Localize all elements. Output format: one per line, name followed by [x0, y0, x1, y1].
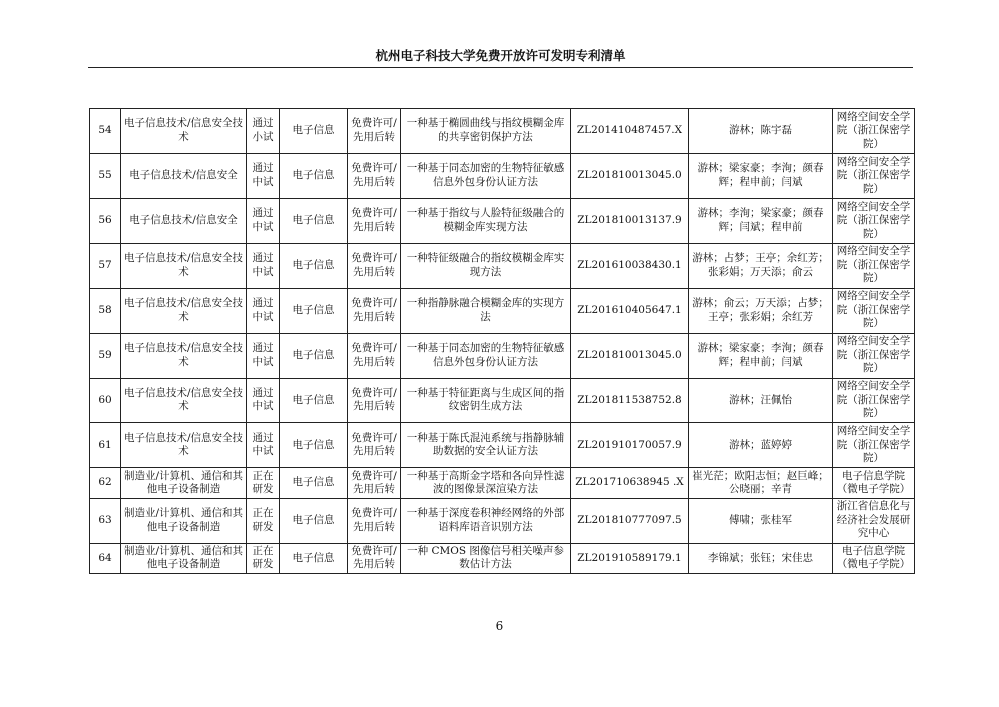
license-type-cell: 免费许可/先用后转: [348, 378, 401, 423]
maturity-stage-cell: 通过中试: [247, 243, 280, 288]
license-type-cell: 免费许可/先用后转: [348, 109, 401, 154]
row-number-cell: 61: [90, 423, 121, 468]
license-type-cell: 免费许可/先用后转: [348, 333, 401, 378]
patent-table: [89, 108, 915, 574]
patent-number-cell: ZL201810013045.0: [571, 153, 689, 198]
technical-field-cell: 电子信息技术/信息安全: [121, 198, 247, 243]
patent-number-cell: ZL201810013045.0: [571, 333, 689, 378]
industry-cell: 电子信息: [280, 198, 348, 243]
college-unit-cell: 网络空间安全学院（浙江保密学院）: [833, 109, 915, 154]
technical-field-cell: 制造业/计算机、通信和其他电子设备制造: [121, 543, 247, 573]
patent-title-cell: 一种基于椭圆曲线与指纹模糊金库的共享密钥保护方法: [401, 109, 571, 154]
table-row: [90, 378, 915, 423]
college-unit-cell: 网络空间安全学院（浙江保密学院）: [833, 198, 915, 243]
technical-field-cell: 电子信息技术/信息安全技术: [121, 423, 247, 468]
patent-title-cell: 一种基于特征距离与生成区间的指纹密钥生成方法: [401, 378, 571, 423]
inventors-cell: 游林；梁家豪；李洵；颜春辉；程申前；闫斌: [689, 333, 833, 378]
college-unit-cell: 网络空间安全学院（浙江保密学院）: [833, 288, 915, 333]
industry-cell: 电子信息: [280, 423, 348, 468]
industry-cell: 电子信息: [280, 543, 348, 573]
table-row: [90, 288, 915, 333]
patent-title-cell: 一种基于指纹与人脸特征级融合的模糊金库实现方法: [401, 198, 571, 243]
license-type-cell: 免费许可/先用后转: [348, 153, 401, 198]
college-unit-cell: 网络空间安全学院（浙江保密学院）: [833, 153, 915, 198]
college-unit-cell: 电子信息学院（微电子学院）: [833, 468, 915, 498]
inventors-cell: 李锦斌；张钰；宋佳忠: [689, 543, 833, 573]
college-unit-cell: 浙江省信息化与经济社会发展研究中心: [833, 498, 915, 543]
maturity-stage-cell: 通过中试: [247, 288, 280, 333]
patent-title-cell: 一种基于同态加密的生物特征敏感信息外包身份认证方法: [401, 153, 571, 198]
technical-field-cell: 电子信息技术/信息安全技术: [121, 333, 247, 378]
inventors-cell: 游林；占梦；王亭；余红芳；张彩娟；万天添；俞云: [689, 243, 833, 288]
industry-cell: 电子信息: [280, 288, 348, 333]
college-unit-cell: 电子信息学院（微电子学院）: [833, 543, 915, 573]
technical-field-cell: 制造业/计算机、通信和其他电子设备制造: [121, 498, 247, 543]
patent-title-cell: 一种基于深度卷积神经网络的外部语料库语音识别方法: [401, 498, 571, 543]
maturity-stage-cell: 通过中试: [247, 153, 280, 198]
patent-number-cell: ZL201410487457.X: [571, 109, 689, 154]
patent-table-body: [90, 109, 915, 574]
page-title: 杭州电子科技大学免费开放许可发明专利清单: [88, 47, 913, 68]
patent-number-cell: ZL201910589179.1: [571, 543, 689, 573]
industry-cell: 电子信息: [280, 243, 348, 288]
table-row: [90, 333, 915, 378]
inventors-cell: 游林；李洵；梁家豪；颜春辉；闫斌；程申前: [689, 198, 833, 243]
patent-title-cell: 一种特征级融合的指纹模糊金库实现方法: [401, 243, 571, 288]
technical-field-cell: 制造业/计算机、通信和其他电子设备制造: [121, 468, 247, 498]
college-unit-cell: 网络空间安全学院（浙江保密学院）: [833, 243, 915, 288]
row-number-cell: 57: [90, 243, 121, 288]
patent-number-cell: ZL201610038430.1: [571, 243, 689, 288]
inventors-cell: 游林；汪佩怡: [689, 378, 833, 423]
table-row: [90, 468, 915, 498]
maturity-stage-cell: 通过小试: [247, 109, 280, 154]
college-unit-cell: 网络空间安全学院（浙江保密学院）: [833, 378, 915, 423]
inventors-cell: 傅啸；张桂军: [689, 498, 833, 543]
row-number-cell: 60: [90, 378, 121, 423]
patent-title-cell: 一种 CMOS 图像信号相关噪声参数估计方法: [401, 543, 571, 573]
maturity-stage-cell: 正在研发: [247, 498, 280, 543]
maturity-stage-cell: 通过中试: [247, 423, 280, 468]
patent-number-cell: ZL201810777097.5: [571, 498, 689, 543]
technical-field-cell: 电子信息技术/信息安全技术: [121, 288, 247, 333]
patent-title-cell: 一种指静脉融合模糊金库的实现方法: [401, 288, 571, 333]
industry-cell: 电子信息: [280, 498, 348, 543]
college-unit-cell: 网络空间安全学院（浙江保密学院）: [833, 333, 915, 378]
row-number-cell: 59: [90, 333, 121, 378]
college-unit-cell: 网络空间安全学院（浙江保密学院）: [833, 423, 915, 468]
maturity-stage-cell: 通过中试: [247, 198, 280, 243]
license-type-cell: 免费许可/先用后转: [348, 423, 401, 468]
technical-field-cell: 电子信息技术/信息安全技术: [121, 243, 247, 288]
table-row: [90, 423, 915, 468]
technical-field-cell: 电子信息技术/信息安全: [121, 153, 247, 198]
table-row: [90, 109, 915, 154]
industry-cell: 电子信息: [280, 333, 348, 378]
table-row: [90, 498, 915, 543]
technical-field-cell: 电子信息技术/信息安全技术: [121, 109, 247, 154]
inventors-cell: 崔光茫；欧阳志恒；赵巨峰；公晓丽；辛青: [689, 468, 833, 498]
industry-cell: 电子信息: [280, 153, 348, 198]
maturity-stage-cell: 通过中试: [247, 333, 280, 378]
patent-number-cell: ZL201610405647.1: [571, 288, 689, 333]
patent-number-cell: ZL201811538752.8: [571, 378, 689, 423]
row-number-cell: 56: [90, 198, 121, 243]
license-type-cell: 免费许可/先用后转: [348, 498, 401, 543]
row-number-cell: 55: [90, 153, 121, 198]
row-number-cell: 62: [90, 468, 121, 498]
license-type-cell: 免费许可/先用后转: [348, 243, 401, 288]
patent-title-cell: 一种基于高斯金字塔和各向异性滤波的图像景深渲染方法: [401, 468, 571, 498]
maturity-stage-cell: 正在研发: [247, 468, 280, 498]
table-row: [90, 543, 915, 573]
industry-cell: 电子信息: [280, 468, 348, 498]
table-row: [90, 153, 915, 198]
inventors-cell: 游林；梁家豪；李洵；颜春辉；程申前；闫斌: [689, 153, 833, 198]
inventors-cell: 游林；蓝婷婷: [689, 423, 833, 468]
row-number-cell: 64: [90, 543, 121, 573]
maturity-stage-cell: 通过中试: [247, 378, 280, 423]
table-row: [90, 198, 915, 243]
page-number: 6: [495, 619, 504, 633]
industry-cell: 电子信息: [280, 109, 348, 154]
patent-title-cell: 一种基于陈氏混沌系统与指静脉辅助数据的安全认证方法: [401, 423, 571, 468]
license-type-cell: 免费许可/先用后转: [348, 198, 401, 243]
license-type-cell: 免费许可/先用后转: [348, 288, 401, 333]
industry-cell: 电子信息: [280, 378, 348, 423]
license-type-cell: 免费许可/先用后转: [348, 543, 401, 573]
license-type-cell: 免费许可/先用后转: [348, 468, 401, 498]
patent-title-cell: 一种基于同态加密的生物特征敏感信息外包身份认证方法: [401, 333, 571, 378]
row-number-cell: 63: [90, 498, 121, 543]
table-row: [90, 243, 915, 288]
patent-number-cell: ZL201810013137.9: [571, 198, 689, 243]
maturity-stage-cell: 正在研发: [247, 543, 280, 573]
patent-number-cell: ZL201910170057.9: [571, 423, 689, 468]
inventors-cell: 游林；陈宇磊: [689, 109, 833, 154]
row-number-cell: 58: [90, 288, 121, 333]
row-number-cell: 54: [90, 109, 121, 154]
technical-field-cell: 电子信息技术/信息安全技术: [121, 378, 247, 423]
patent-number-cell: ZL201710638945 .X: [571, 468, 689, 498]
inventors-cell: 游林；俞云；万天添；占梦；王亭；张彩娟；余红芳: [689, 288, 833, 333]
